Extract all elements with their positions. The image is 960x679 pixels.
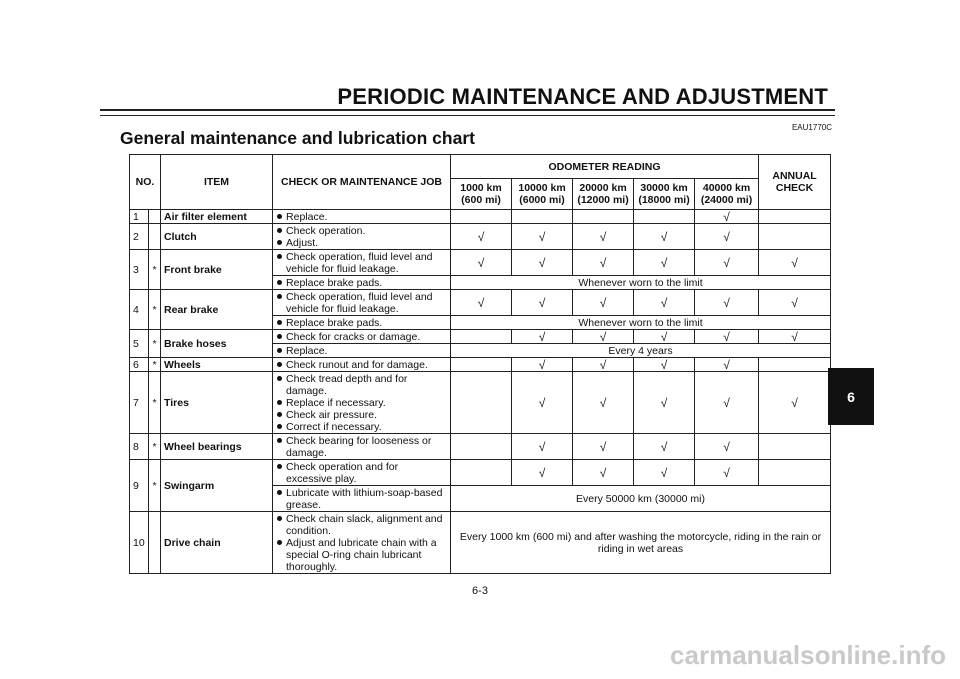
row-number: 10 <box>130 512 149 574</box>
job-item: Adjust. <box>276 237 447 249</box>
interval-text: Every 50000 km (30000 mi) <box>451 486 831 512</box>
maintenance-chart-table <box>129 154 831 574</box>
check-mark: √ <box>573 434 634 460</box>
check-mark: √ <box>759 330 831 344</box>
check-mark: √ <box>573 224 634 250</box>
check-mark: √ <box>634 372 695 434</box>
row-number: 1 <box>130 210 149 224</box>
header-rule-thick <box>100 109 835 111</box>
check-mark: √ <box>695 330 759 344</box>
job-item: Check for cracks or damage. <box>276 331 447 343</box>
chapter-tab: 6 <box>828 368 874 425</box>
job-item: Replace if necessary. <box>276 397 447 409</box>
interval-text: Whenever worn to the limit <box>451 276 831 290</box>
interval-text: Every 1000 km (600 mi) and after washing the motorcycle, riding in the rain or riding in wet areas <box>451 512 831 574</box>
interval-text: Every 4 years <box>451 344 831 358</box>
table-row <box>130 372 831 434</box>
row-item: Wheel bearings <box>161 434 273 460</box>
col-header-no: NO. <box>130 155 161 210</box>
odo-col-4: 30000 km (18000 mi) <box>634 179 695 210</box>
col-header-annual: ANNUAL CHECK <box>759 155 831 210</box>
row-item: Wheels <box>161 358 273 372</box>
job-item: Check operation, fluid level and vehicle for fluid leakage. <box>276 291 447 315</box>
row-number: 5 <box>130 330 149 358</box>
row-star: * <box>149 434 161 460</box>
check-mark: √ <box>573 358 634 372</box>
check-mark: √ <box>573 372 634 434</box>
job-item: Check bearing for looseness or damage. <box>276 435 447 459</box>
watermark: carmanualsonline.info <box>670 640 946 670</box>
section-code: EAU1770C <box>791 123 832 132</box>
row-number: 7 <box>130 372 149 434</box>
check-mark: √ <box>759 290 831 316</box>
job-item: Replace. <box>276 345 447 357</box>
check-mark: √ <box>634 250 695 276</box>
check-cell <box>634 210 695 224</box>
check-mark: √ <box>695 250 759 276</box>
col-header-odometer: ODOMETER READING <box>451 155 759 179</box>
table-row <box>130 512 831 574</box>
check-cell <box>451 358 512 372</box>
check-mark: √ <box>695 290 759 316</box>
check-mark: √ <box>512 250 573 276</box>
section-title: General maintenance and lubrication chart <box>120 128 475 148</box>
row-number: 8 <box>130 434 149 460</box>
row-star: * <box>149 460 161 512</box>
job-item: Check operation, fluid level and vehicle for fluid leakage. <box>276 251 447 275</box>
row-job <box>273 512 451 574</box>
row-item: Swingarm <box>161 460 273 512</box>
check-mark: √ <box>512 460 573 486</box>
job-item: Check operation and for excessive play. <box>276 461 447 485</box>
row-star <box>149 210 161 224</box>
check-mark: √ <box>634 224 695 250</box>
check-mark: √ <box>512 224 573 250</box>
job-item: Check runout and for damage. <box>276 359 447 371</box>
row-item: Tires <box>161 372 273 434</box>
check-mark: √ <box>634 434 695 460</box>
check-cell <box>451 372 512 434</box>
check-mark: √ <box>759 372 831 434</box>
row-item: Clutch <box>161 224 273 250</box>
check-mark: √ <box>512 372 573 434</box>
job-item: Lubricate with lithium-soap-based grease. <box>276 487 447 511</box>
check-mark: √ <box>695 210 759 224</box>
check-cell <box>759 210 831 224</box>
row-job <box>273 330 451 344</box>
page-header-title: PERIODIC MAINTENANCE AND ADJUSTMENT <box>337 84 828 109</box>
row-job <box>273 210 451 224</box>
job-item: Check tread depth and for damage. <box>276 373 447 397</box>
job-item: Correct if necessary. <box>276 421 447 433</box>
row-star: * <box>149 358 161 372</box>
check-mark: √ <box>451 290 512 316</box>
check-mark: √ <box>759 250 831 276</box>
header-row <box>130 155 831 179</box>
check-cell <box>512 210 573 224</box>
row-job <box>273 460 451 486</box>
check-cell <box>759 224 831 250</box>
row-job <box>273 486 451 512</box>
header-rule-thin <box>100 115 835 116</box>
check-mark: √ <box>512 330 573 344</box>
check-mark: √ <box>512 434 573 460</box>
check-mark: √ <box>634 358 695 372</box>
check-mark: √ <box>634 330 695 344</box>
row-number: 3 <box>130 250 149 290</box>
odo-col-2: 10000 km (6000 mi) <box>512 179 573 210</box>
job-item: Replace brake pads. <box>276 277 447 289</box>
check-cell <box>451 434 512 460</box>
odo-col-1: 1000 km (600 mi) <box>451 179 512 210</box>
row-number: 9 <box>130 460 149 512</box>
row-job <box>273 358 451 372</box>
row-number: 2 <box>130 224 149 250</box>
check-cell <box>451 210 512 224</box>
row-job <box>273 434 451 460</box>
table-row <box>130 330 831 344</box>
check-cell <box>759 434 831 460</box>
check-mark: √ <box>573 290 634 316</box>
job-item: Replace. <box>276 211 447 223</box>
odo-col-5: 40000 km (24000 mi) <box>695 179 759 210</box>
check-mark: √ <box>695 434 759 460</box>
table-row <box>130 460 831 486</box>
check-mark: √ <box>634 290 695 316</box>
row-job <box>273 344 451 358</box>
check-mark: √ <box>695 460 759 486</box>
col-header-item: ITEM <box>161 155 273 210</box>
row-item: Front brake <box>161 250 273 290</box>
job-item: Check operation. <box>276 225 447 237</box>
row-job <box>273 276 451 290</box>
row-item: Rear brake <box>161 290 273 330</box>
table-row <box>130 210 831 224</box>
check-mark: √ <box>573 330 634 344</box>
row-job <box>273 372 451 434</box>
row-star <box>149 512 161 574</box>
row-job <box>273 290 451 316</box>
row-star: * <box>149 372 161 434</box>
check-cell <box>759 460 831 486</box>
check-mark: √ <box>634 460 695 486</box>
row-star: * <box>149 330 161 358</box>
check-mark: √ <box>695 224 759 250</box>
row-star <box>149 224 161 250</box>
table-row <box>130 224 831 250</box>
table-row <box>130 358 831 372</box>
row-item: Air filter element <box>161 210 273 224</box>
job-item: Adjust and lubricate chain with a special O-ring chain lubricant thoroughly. <box>276 537 447 573</box>
row-number: 6 <box>130 358 149 372</box>
check-mark: √ <box>451 224 512 250</box>
row-job <box>273 316 451 330</box>
row-number: 4 <box>130 290 149 330</box>
check-cell <box>759 358 831 372</box>
table-row <box>130 434 831 460</box>
job-item: Check chain slack, alignment and condition. <box>276 513 447 537</box>
check-cell <box>451 330 512 344</box>
row-job <box>273 250 451 276</box>
page-number: 6-3 <box>472 585 488 597</box>
check-mark: √ <box>512 358 573 372</box>
check-cell <box>451 460 512 486</box>
check-mark: √ <box>573 250 634 276</box>
interval-text: Whenever worn to the limit <box>451 316 831 330</box>
row-star: * <box>149 290 161 330</box>
table-row <box>130 290 831 316</box>
table-row <box>130 250 831 276</box>
check-mark: √ <box>695 358 759 372</box>
col-header-job: CHECK OR MAINTENANCE JOB <box>273 155 451 210</box>
row-job <box>273 224 451 250</box>
row-item: Brake hoses <box>161 330 273 358</box>
row-item: Drive chain <box>161 512 273 574</box>
row-star: * <box>149 250 161 290</box>
job-item: Replace brake pads. <box>276 317 447 329</box>
check-mark: √ <box>451 250 512 276</box>
check-mark: √ <box>512 290 573 316</box>
odo-col-3: 20000 km (12000 mi) <box>573 179 634 210</box>
check-mark: √ <box>695 372 759 434</box>
job-item: Check air pressure. <box>276 409 447 421</box>
check-cell <box>573 210 634 224</box>
check-mark: √ <box>573 460 634 486</box>
